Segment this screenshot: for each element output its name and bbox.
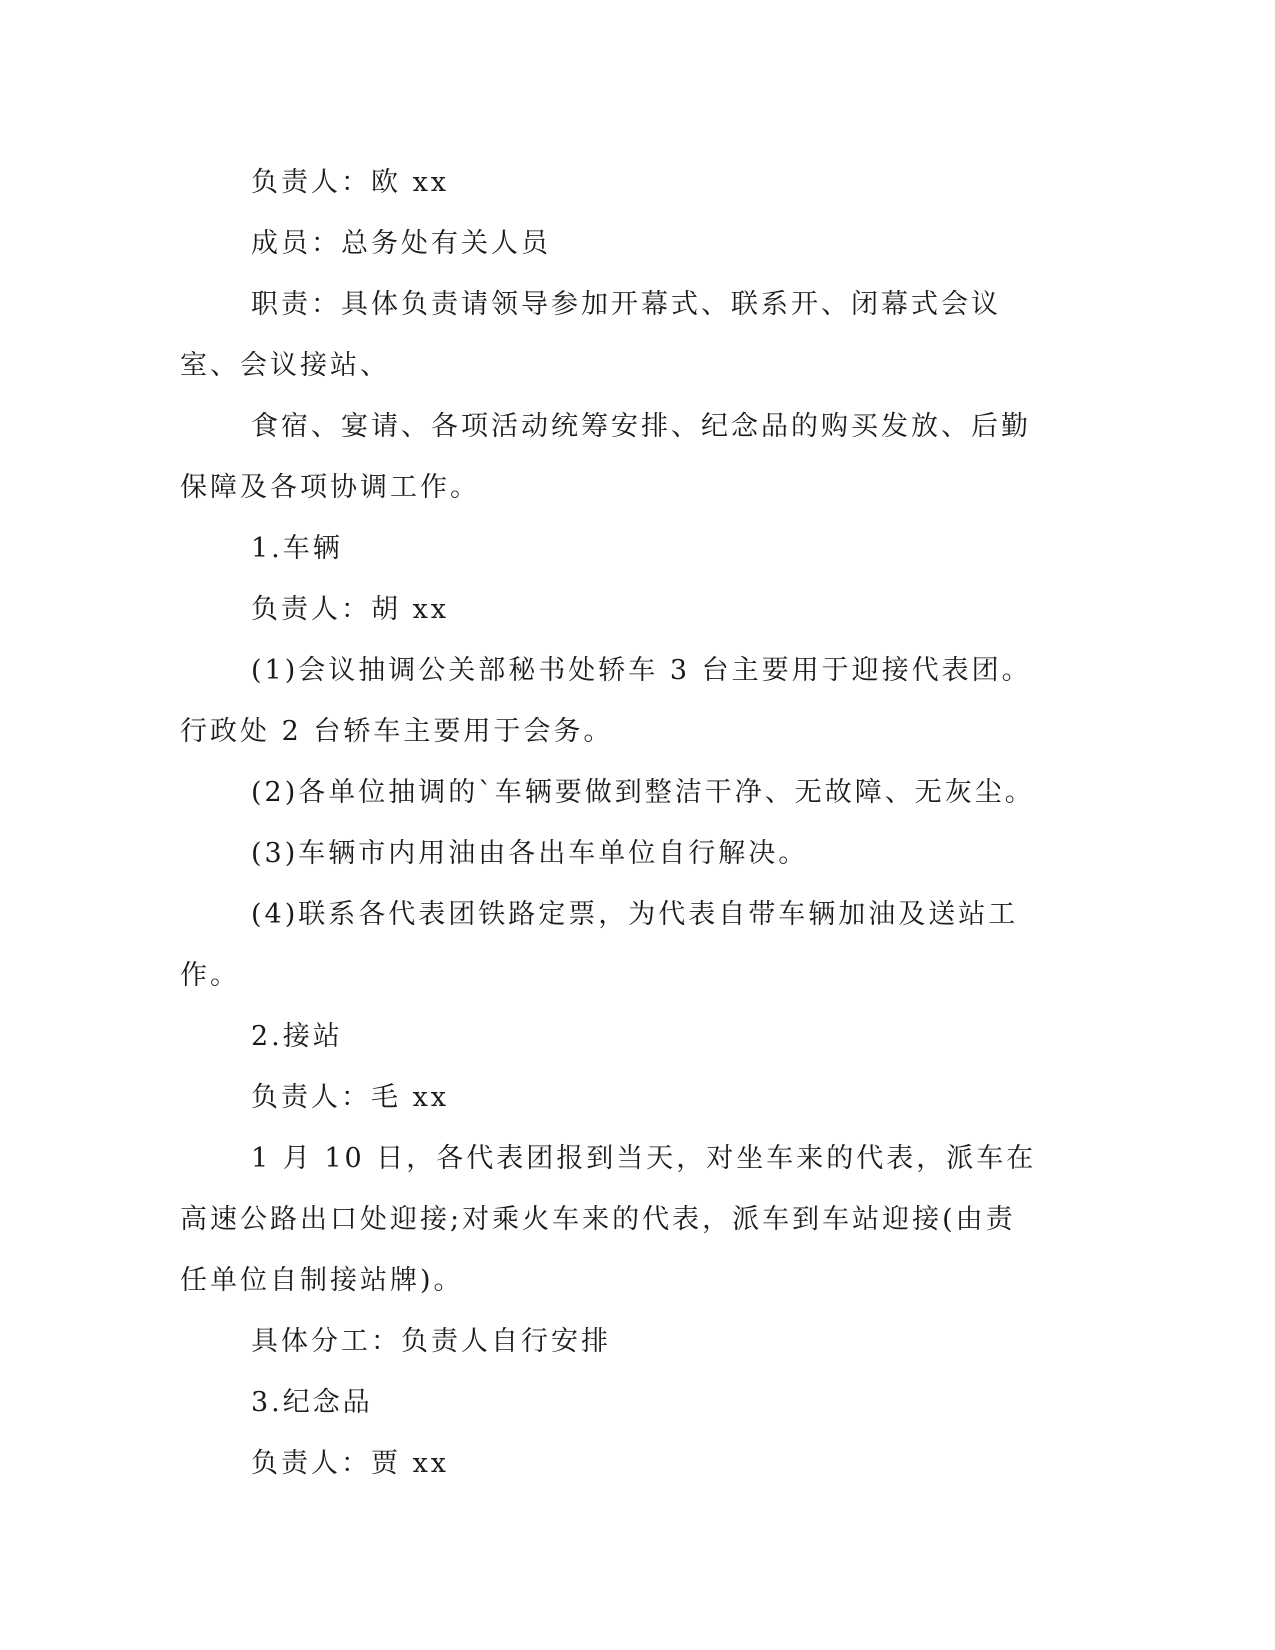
division-of-work: 具体分工：负责人自行安排 <box>251 1326 611 1357</box>
section-heading-pickup: 2.接站 <box>251 1021 343 1052</box>
leader-jia: 负责人：贾 xx <box>251 1448 450 1479</box>
vehicles-item-2: (2)各单位抽调的`车辆要做到整洁干净、无故障、无灰尘。 <box>251 777 1035 808</box>
section-heading-souvenirs: 3.纪念品 <box>251 1387 373 1418</box>
document-body <box>180 152 1040 1494</box>
leader-ou: 负责人：欧 xx <box>251 167 450 198</box>
vehicles-item-4: (4)联系各代表团铁路定票，为代表自带车辆加油及送站工作。 <box>180 899 1019 991</box>
leader-hu: 负责人：胡 xx <box>251 594 450 625</box>
section-heading-vehicles: 1.车辆 <box>251 533 343 564</box>
duties-paragraph-1: 职责：具体负责请领导参加开幕式、联系开、闭幕式会议室、会议接站、 <box>180 289 1001 381</box>
vehicles-item-1: (1)会议抽调公关部秘书处轿车 3 台主要用于迎接代表团。行政处 2 台轿车主要用于会务。 <box>180 655 1032 747</box>
duties-paragraph-2: 食宿、宴请、各项活动统筹安排、纪念品的购买发放、后勤保障及各项协调工作。 <box>180 411 1031 503</box>
vehicles-item-3: (3)车辆市内用油由各出车单位自行解决。 <box>251 838 809 869</box>
leader-mao: 负责人：毛 xx <box>251 1082 450 1113</box>
members-line: 成员：总务处有关人员 <box>251 228 551 259</box>
pickup-details: 1 月 10 日，各代表团报到当天，对坐车来的代表，派车在高速公路出口处迎接;对乘火车来的代表，派车到车站迎接(由责任单位自制接站牌)。 <box>180 1143 1037 1296</box>
